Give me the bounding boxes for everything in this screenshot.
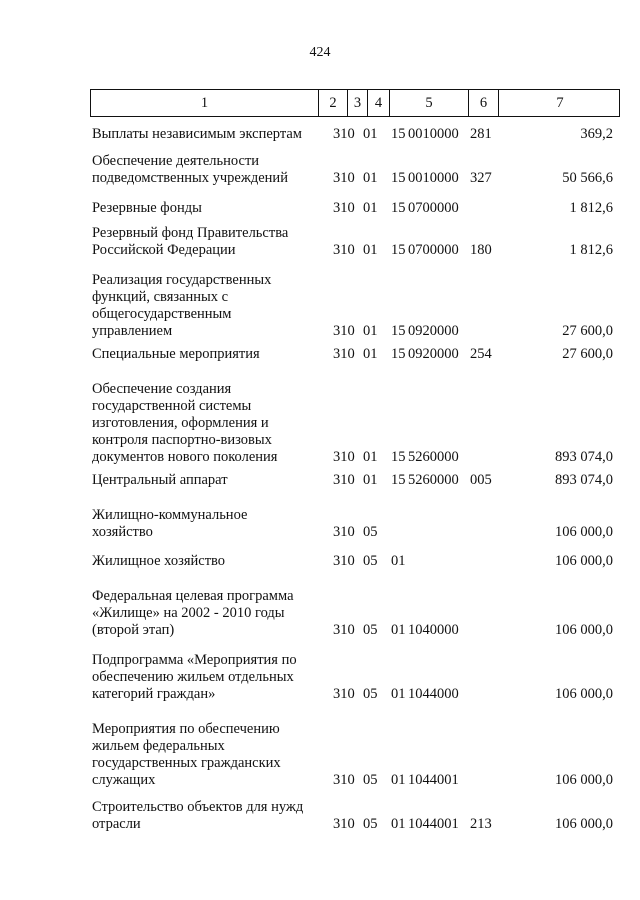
- cell-code-4: 15: [391, 126, 406, 142]
- cell-amount: 106 000,0: [555, 622, 613, 638]
- cell-code-2: 310: [333, 126, 355, 142]
- header-col-4: 4: [368, 90, 390, 116]
- cell-code-2: 310: [333, 200, 355, 216]
- cell-code-3: 01: [363, 346, 378, 362]
- cell-amount: 106 000,0: [555, 524, 613, 540]
- cell-amount: 893 074,0: [555, 472, 613, 488]
- header-col-3: 3: [348, 90, 368, 116]
- header-col-7: 7: [556, 95, 564, 111]
- row-name: Специальные мероприятия: [92, 346, 260, 362]
- cell-code-6: 005: [470, 472, 492, 488]
- cell-amount: 50 566,6: [562, 170, 613, 186]
- cell-code-5: 1044001: [408, 772, 459, 788]
- cell-code-6: 281: [470, 126, 492, 142]
- cell-code-2: 310: [333, 816, 355, 832]
- cell-amount: 106 000,0: [555, 553, 613, 569]
- row-name: Выплаты независимым экспертам: [92, 126, 302, 142]
- cell-code-5: 1044001: [408, 816, 459, 832]
- cell-code-3: 05: [363, 622, 378, 638]
- cell-amount: 106 000,0: [555, 686, 613, 702]
- cell-code-5: 0700000: [408, 242, 459, 258]
- cell-code-5: 0700000: [408, 200, 459, 216]
- row-name: Центральный аппарат: [92, 472, 228, 488]
- cell-code-3: 01: [363, 323, 378, 339]
- row-name: Обеспечение создания государственной системы изготовления, оформления и контроля паспортно-визовых документов нового поколения: [92, 381, 278, 465]
- header-col-6: 6: [469, 90, 499, 116]
- cell-code-3: 01: [363, 126, 378, 142]
- cell-amount: 1 812,6: [569, 200, 613, 216]
- cell-code-2: 310: [333, 524, 355, 540]
- cell-code-6: 327: [470, 170, 492, 186]
- cell-code-2: 310: [333, 242, 355, 258]
- cell-code-4: 01: [391, 772, 406, 788]
- cell-code-5: 0920000: [408, 323, 459, 339]
- cell-code-3: 01: [363, 170, 378, 186]
- cell-code-2: 310: [333, 170, 355, 186]
- cell-code-5: 0920000: [408, 346, 459, 362]
- cell-code-4: 15: [391, 200, 406, 216]
- cell-code-2: 310: [333, 346, 355, 362]
- cell-code-6: 254: [470, 346, 492, 362]
- cell-code-4: 15: [391, 242, 406, 258]
- row-name: Жилищное хозяйство: [92, 553, 226, 569]
- cell-code-5: 0010000: [408, 170, 459, 186]
- cell-amount: 1 812,6: [569, 242, 613, 258]
- row-name: Федеральная целевая программа «Жилище» на 2002 - 2010 годы (второй этап): [92, 588, 294, 638]
- header-col-2: 2: [319, 90, 348, 116]
- row-name: Обеспечение деятельности подведомственных учреждений: [92, 153, 288, 186]
- cell-code-6: 180: [470, 242, 492, 258]
- cell-code-4: 15: [391, 449, 406, 465]
- cell-code-2: 310: [333, 772, 355, 788]
- cell-code-5: 5260000: [408, 449, 459, 465]
- cell-code-3: 05: [363, 553, 378, 569]
- row-name: Строительство объектов для нужд отрасли: [92, 799, 304, 832]
- cell-code-2: 310: [333, 323, 355, 339]
- cell-code-4: 01: [391, 622, 406, 638]
- cell-code-2: 310: [333, 553, 355, 569]
- cell-code-2: 310: [333, 449, 355, 465]
- header-col-1: 1: [91, 90, 319, 116]
- row-name: Резервный фонд Правительства Российской Федерации: [92, 225, 289, 258]
- cell-code-4: 01: [391, 553, 406, 569]
- cell-code-2: 310: [333, 622, 355, 638]
- cell-code-3: 05: [363, 772, 378, 788]
- row-name: Резервные фонды: [92, 200, 202, 216]
- cell-code-4: 15: [391, 472, 406, 488]
- cell-code-3: 01: [363, 242, 378, 258]
- cell-code-4: 01: [391, 816, 406, 832]
- cell-code-6: 213: [470, 816, 492, 832]
- header-col-5: 5: [390, 90, 469, 116]
- cell-amount: 106 000,0: [555, 816, 613, 832]
- cell-code-4: 01: [391, 686, 406, 702]
- cell-code-3: 01: [363, 200, 378, 216]
- cell-code-3: 05: [363, 816, 378, 832]
- cell-amount: 27 600,0: [562, 346, 613, 362]
- cell-code-3: 05: [363, 524, 378, 540]
- cell-code-5: 5260000: [408, 472, 459, 488]
- cell-code-4: 15: [391, 346, 406, 362]
- cell-code-2: 310: [333, 472, 355, 488]
- row-name: Реализация государственных функций, связанных с общегосударственным управлением: [92, 272, 272, 339]
- cell-amount: 369,2: [580, 126, 613, 142]
- cell-code-4: 15: [391, 323, 406, 339]
- cell-amount: 106 000,0: [555, 772, 613, 788]
- row-name: Мероприятия по обеспечению жильем федеральных государственных гражданских служащих: [92, 721, 281, 788]
- row-name: Подпрограмма «Мероприятия по обеспечению жильем отдельных категорий граждан»: [92, 652, 297, 702]
- page-number: 424: [309, 45, 331, 60]
- cell-code-2: 310: [333, 686, 355, 702]
- cell-code-5: 1044000: [408, 686, 459, 702]
- cell-code-4: 15: [391, 170, 406, 186]
- cell-code-5: 1040000: [408, 622, 459, 638]
- cell-code-3: 01: [363, 472, 378, 488]
- cell-code-5: 0010000: [408, 126, 459, 142]
- cell-code-3: 05: [363, 686, 378, 702]
- row-name: Жилищно-коммунальное хозяйство: [92, 507, 248, 540]
- cell-amount: 27 600,0: [562, 323, 613, 339]
- cell-code-3: 01: [363, 449, 378, 465]
- cell-amount: 893 074,0: [555, 449, 613, 465]
